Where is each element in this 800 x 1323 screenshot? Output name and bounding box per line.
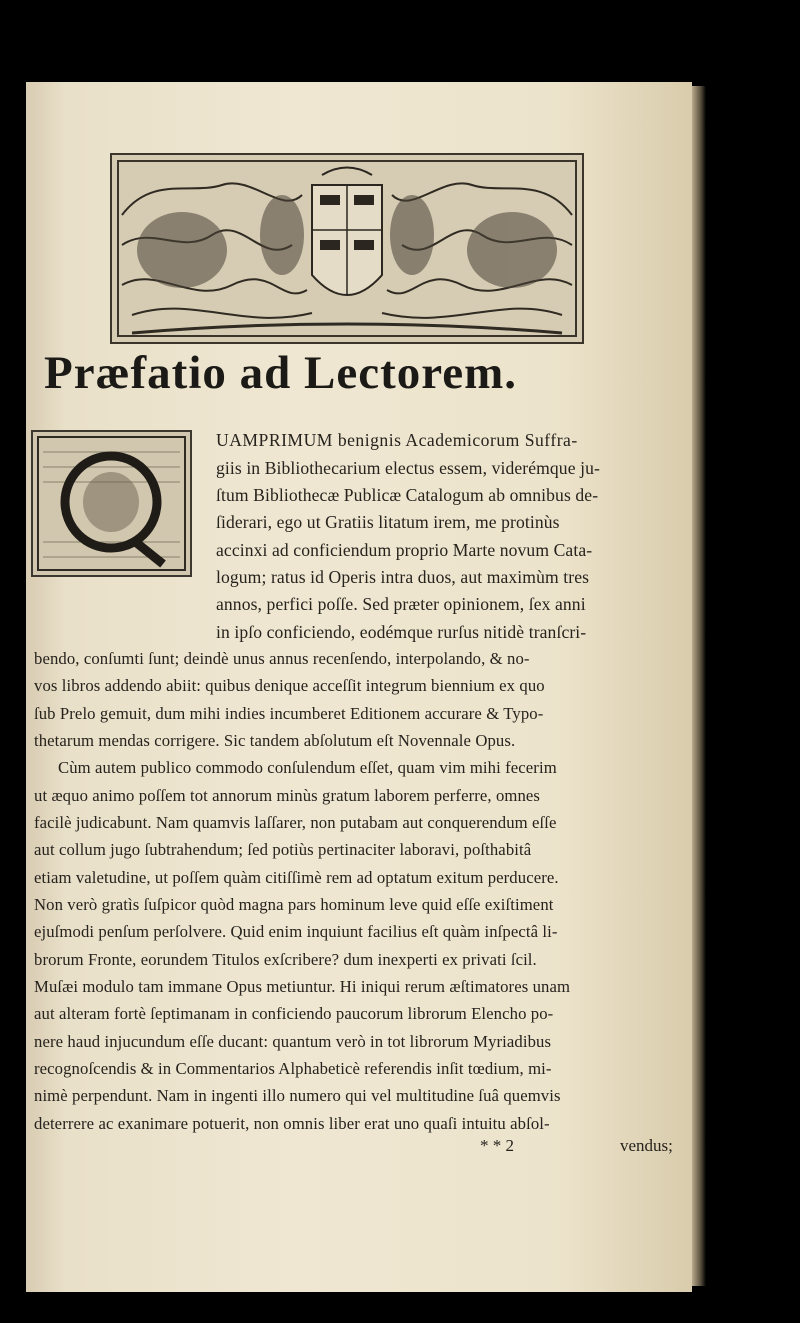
text-line: ſiderari, ego ut Gratiis litatum irem, me protinùs	[216, 512, 560, 532]
text-line: etiam valetudine, ut poſſem quàm citiſſimè rem ad optatum exitum perducere.	[34, 868, 559, 887]
text-line: logum; ratus id Operis intra duos, aut maximùm tres	[216, 567, 590, 587]
text-line: nere haud injucundum eſſe ducant: quantum verò in tot librorum Myriadibus	[34, 1032, 552, 1051]
text-line: ejuſmodi penſum perſolvere. Quid enim inquiunt facilius eſt quàm inſpectâ li-	[34, 922, 558, 941]
text-line: thetarum mendas corrigere. Sic tandem abſolutum eſt Novennale Opus.	[34, 731, 516, 750]
text-line: nimè perpendunt. Nam in ingenti illo numero qui vel multitudine ſuâ quemvis	[34, 1086, 561, 1105]
text-line: aut collum jugo ſubtrahendum; ſed potiùs pertinaciter laboravi, poſthabitâ	[34, 840, 532, 859]
text-line: Muſæi modulo tam immane Opus metiuntur. Hi iniqui rerum æſtimatores unam	[34, 977, 571, 996]
text-line: aut alteram fortè ſeptimanam in conficiendo paucorum librorum Elencho po-	[34, 1004, 554, 1023]
page-edge-shadow	[692, 86, 706, 1286]
text-line: accinxi ad conficiendum proprio Marte novum Cata-	[216, 540, 593, 560]
text-line: bendo, conſumti ſunt; deindè unus annus recenſendo, interpolando, & no-	[34, 649, 530, 668]
catchword: vendus;	[620, 1136, 673, 1155]
text-line: ut æquo animo poſſem tot annorum minùs gratum laborem perferre, omnes	[34, 786, 541, 805]
signature-mark: * * 2	[480, 1136, 514, 1155]
text-line: vos libros addendo abiit: quibus denique acceſſit integrum biennium ex quo	[34, 676, 545, 695]
text-line: deterrere ac exanimare potuerit, non omnis liber erat uno quaſi intuitu abſol-	[34, 1114, 550, 1133]
text-line: Cùm autem publico commodo conſulendum eſſet, quam vim mihi fecerim	[58, 758, 557, 777]
text-line: Non verò gratìs ſuſpicor quòd magna pars hominum leve quid eſſe exiſtiment	[34, 895, 554, 914]
decorated-initial-q	[31, 430, 192, 577]
text-line: UAMPRIMUM benignis Academicorum Suffra-	[216, 430, 578, 450]
page-title: Præfatio ad Lectorem.	[44, 347, 518, 399]
text-line: annos, perfici poſſe. Sed præter opinionem, ſex anni	[216, 594, 586, 614]
text-line: recognoſcendis & in Commentarios Alphabeticè referendis inſit tœdium, mi-	[34, 1059, 552, 1078]
text-line: ſtum Bibliothecæ Publicæ Catalogum ab omnibus de-	[216, 485, 599, 505]
text-line: ſub Prelo gemuit, dum mihi indies incumberet Editionem accurare & Typo-	[34, 704, 544, 723]
text-line: in ipſo conficiendo, eodémque rurſus nitidè tranſcri-	[216, 622, 587, 642]
text-line: brorum Fronte, eorundem Titulos exſcribere? dum inexperti ex privati ſcil.	[34, 950, 537, 969]
ornamental-headpiece	[110, 153, 584, 344]
text-line: facilè judicabunt. Nam quamvis laſſarer, non putabam aut conquerendum eſſe	[34, 813, 557, 832]
text-line: giis in Bibliothecarium electus essem, viderémque ju-	[216, 458, 600, 478]
